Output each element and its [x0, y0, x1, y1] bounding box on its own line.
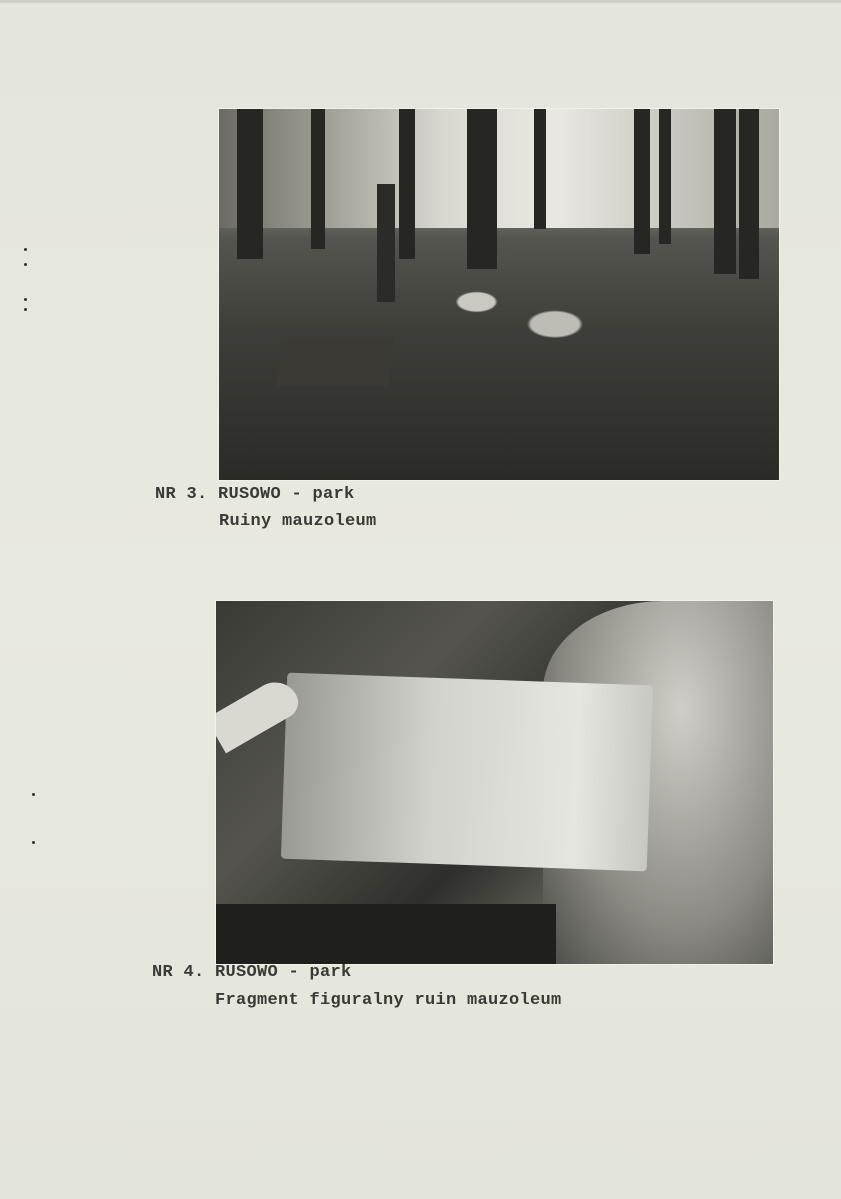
punch-mark — [24, 263, 27, 266]
photo-mausoleum-ruins — [218, 108, 780, 481]
punch-mark — [32, 793, 35, 796]
photo-description: Fragment figuralny ruin mauzoleum — [215, 991, 562, 1010]
photo-place: RUSOWO - park — [218, 485, 355, 504]
punch-mark — [24, 308, 27, 311]
photo-caption-nr3 — [155, 485, 355, 504]
photo-description: Ruiny mauzoleum — [219, 512, 377, 531]
punch-mark — [24, 248, 27, 251]
photo-number: NR 4. — [152, 963, 205, 982]
punch-mark — [24, 298, 27, 301]
photo-place: RUSOWO - park — [215, 963, 352, 982]
photo-figural-fragment — [215, 600, 774, 965]
punch-mark — [32, 841, 35, 844]
photo-number: NR 3. — [155, 485, 208, 504]
photo-caption-nr4 — [152, 963, 352, 982]
